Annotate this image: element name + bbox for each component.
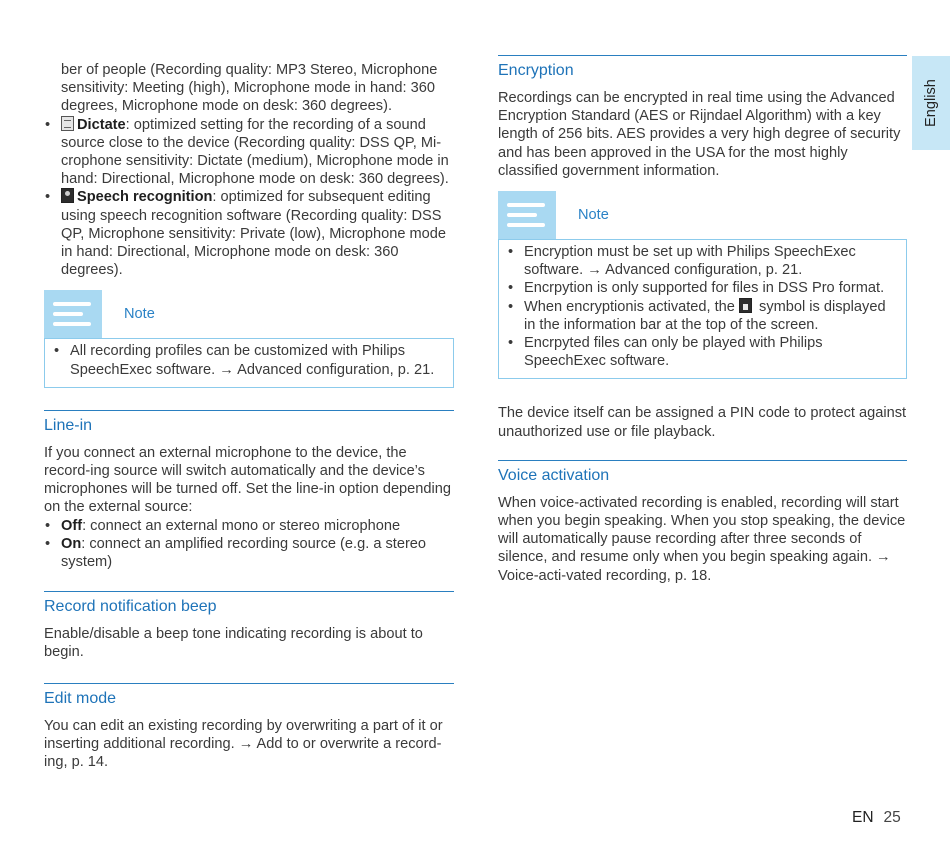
page-number: 25 (883, 809, 901, 826)
note-box (498, 239, 907, 379)
section-heading-encryption: Encryption (498, 62, 574, 79)
list-item: • All recording profiles can be customized with Philips SpeechExec software. → Advanced configuration, p. 21. (53, 342, 445, 378)
language-tab (912, 56, 950, 150)
intro-text: ber of people (Recording quality: MP3 Stereo, Microphone sensitivity: Meeting (high), Microphone mode in hand: 360 degrees, Microphone mode on desk: 360 degrees). (61, 62, 438, 115)
section-heading-line-in: Line-in (44, 416, 93, 434)
section-heading-edit-mode: Edit mode (44, 689, 117, 707)
note-box (44, 338, 454, 387)
note-label: Note (578, 207, 609, 224)
note-label: Note (124, 306, 155, 323)
note-block (498, 191, 907, 379)
dictate-icon (61, 116, 74, 131)
language-tab-label: English (922, 79, 939, 127)
speech-recognition-icon (61, 188, 74, 203)
right-column (498, 0, 907, 585)
line-in-options (44, 517, 454, 572)
note-icon (44, 290, 102, 338)
list-item: • Encrpyted files can only be played with Philips SpeechExec software. (507, 334, 898, 370)
list-item: • When encryptionis activated, the symbol is displayed in the information bar at the top of the screen. (507, 298, 898, 334)
edit-mode-body: You can edit an existing recording by overwriting a part of it or inserting additional recording. → Add to or overwrite a record-ing, p. 14. (44, 717, 443, 771)
page-footer (852, 809, 901, 827)
voice-activation-body: When voice-activated recording is enabled, recording will start when you begin speaking. When you stop speaking, the device will automatically pause recording after three seconds of silence, and resume only when you begin speaking again. → Voice-acti-vated recording, p. 18. (498, 494, 906, 584)
profile-list (44, 116, 454, 280)
note-icon (498, 191, 556, 239)
section-heading-record-notification-beep: Record notification beep (44, 598, 217, 616)
list-item: • On: connect an amplified recording source (e.g. a stereo system) (44, 535, 454, 571)
pin-body: The device itself can be assigned a PIN code to protect against unauthorized use or file playback. (498, 405, 907, 440)
left-column (44, 0, 454, 771)
list-item: • Speech recognition: optimized for subsequent editing using speech recognition software (Recording quality: DSS QP, Microphone sensitivity: Private (low), Microphone mode in hand: Directional, Microphone mode on desk: 360 degrees). (44, 188, 454, 279)
list-item: • Off: connect an external mono or stereo microphone (44, 517, 454, 535)
line-in-body: If you connect an external microphone to the device, the record-ing source will switch automatically and the device’s microphones will be turned off. Set the line-in option depending on the external source: (44, 444, 452, 516)
list-item: • Encryption must be set up with Philips SpeechExec software. → Advanced configuration, p. 21. (507, 243, 898, 279)
beep-body: Enable/disable a beep tone indicating recording is about to begin. (44, 626, 423, 661)
section-heading-voice-activation: Voice activation (498, 466, 610, 484)
list-item: • Dictate: optimized setting for the recording of a sound source close to the device (Recording quality: DSS QP, Mi-crophone sensitivity: Dictate (medium), Microphone mode in hand: Directional, Microphone mode on desk: 360 degrees). (44, 116, 454, 189)
lock-symbol-icon (739, 298, 752, 313)
encryption-body: Recordings can be encrypted in real time using the Advanced Encryption Standard (AES or Rijndael Algorithm) with a key length of 256 bits. AES provides a very high degree of security and has been approved in the USA for the most highly classified government information. (498, 90, 901, 179)
note-block (44, 290, 454, 387)
list-item: • Encrpytion is only supported for files in DSS Pro format. (507, 279, 898, 297)
footer-language: EN (852, 809, 874, 826)
